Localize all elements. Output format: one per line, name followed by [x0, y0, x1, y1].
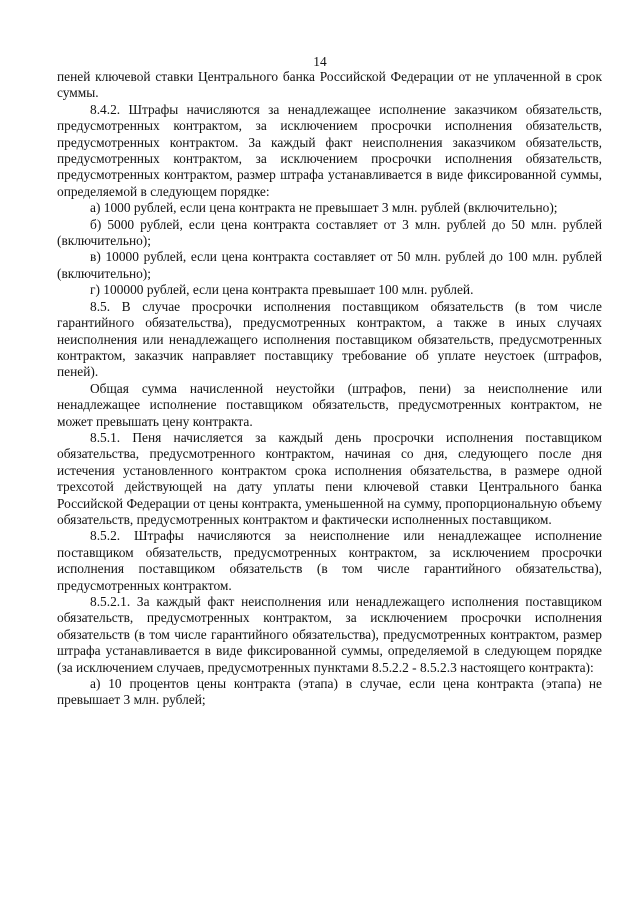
paragraph-total-penalty: Общая сумма начисленной неустойки (штрафов, пени) за неисполнение или ненадлежащее исполнение поставщиком обязательств, предусмотренных контрактом, не может превышать цену контракта. — [57, 380, 602, 429]
list-item-v: в) 10000 рублей, если цена контракта составляет от 50 млн. рублей до 100 млн. рублей (включительно); — [57, 249, 602, 281]
clause-8-5-2-1: 8.5.2.1. За каждый факт неисполнения или ненадлежащего исполнения поставщиком обязательств, предусмотренных контрактом, за исключением просрочки исполнения обязательств (в том числе гарантийного обязательства), предусмотренных контрактом, размер штрафа устанавливается в виде фиксированной суммы, определяемой в следующем порядке (за исключением случаев, предусмотренных пунктами 8.5.2.2 - 8.5.2.3 настоящего контракта): — [57, 594, 602, 675]
list-item-b: б) 5000 рублей, если цена контракта составляет от 3 млн. рублей до 50 млн. рублей (включительно); — [57, 216, 602, 249]
paragraph-continuation: пеней ключевой ставки Центрального банка Российской Федерации от не уплаченной в срок суммы. — [57, 69, 602, 101]
clause-8-4-2: 8.4.2. Штрафы начисляются за ненадлежащее исполнение заказчиком обязательств, предусмотренных контрактом, за исключением просрочки исполнения обязательств, предусмотренных контрактом. За каждый факт неисполнения заказчиком обязательств, предусмотренных контрактом, за исключением просрочки исполнения обязательств, предусмотренных контрактом, размер штрафа устанавливается в виде фиксированной суммы, определяемой в следующем порядке: — [57, 101, 602, 199]
list-item-g: г) 100000 рублей, если цена контракта превышает 100 млн. рублей. — [90, 282, 474, 298]
clause-8-5: 8.5. В случае просрочки исполнения поставщиком обязательств (в том числе гарантийного обязательства), предусмотренных контрактом, а также в иных случаях неисполнения или ненадлежащего исполнения поставщиком обязательств, предусмотренных контрактом, заказчик направляет поставщику требование об уплате неустоек (штрафов, пеней). — [57, 298, 602, 380]
clause-8-5-1: 8.5.1. Пеня начисляется за каждый день просрочки исполнения поставщиком обязательства, предусмотренного контрактом, начиная со дня, следующего после дня истечения установленного контрактом срока исполнения обязательства, в размере одной трехсотой действующей на дату уплаты пени ключевой ставки Центрального банка Российской Федерации от цены контракта, уменьшенной на сумму, пропорциональную объему обязательств, предусмотренных контрактом и фактически исполненных поставщиком. — [57, 429, 602, 527]
list-item-a-2: а) 10 процентов цены контракта (этапа) в случае, если цена контракта (этапа) не превышает 3 млн. рублей; — [57, 676, 602, 708]
clause-8-5-2: 8.5.2. Штрафы начисляются за неисполнение или ненадлежащее исполнение поставщиком обязательств, предусмотренных контрактом, за исключением просрочки исполнения поставщиком обязательств (в том числе гарантийного обязательства), предусмотренных контрактом. — [57, 528, 602, 593]
page-number: 14 — [313, 54, 327, 69]
list-item-a: а) 1000 рублей, если цена контракта не превышает 3 млн. рублей (включительно); — [90, 200, 558, 216]
document-body — [57, 69, 602, 709]
